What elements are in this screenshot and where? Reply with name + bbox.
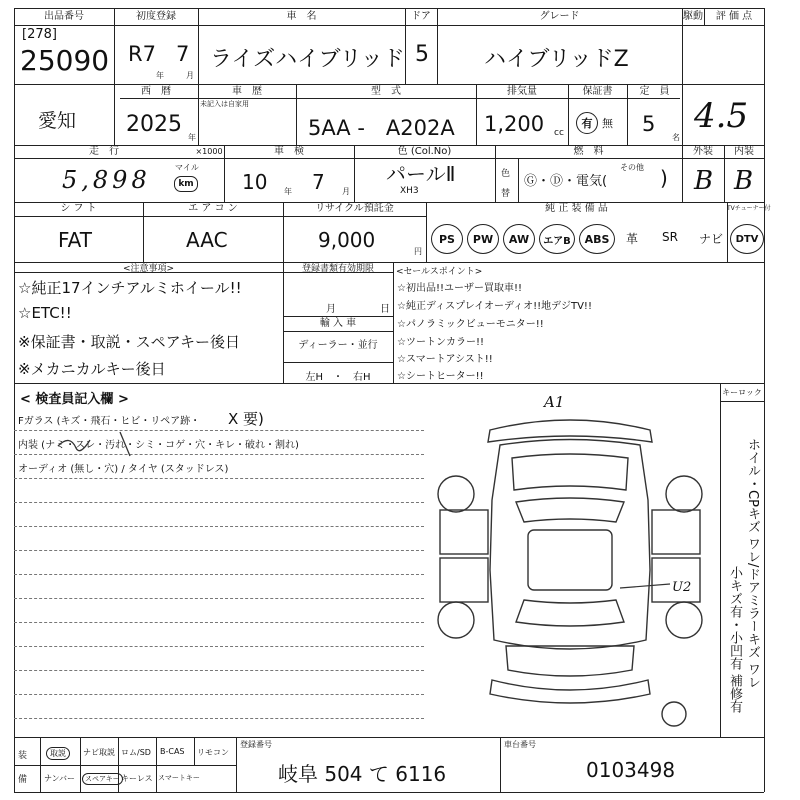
shaken-day: 7 [312, 170, 325, 194]
first-reg-month: 7 [176, 42, 190, 66]
interior-label: 内装 [734, 146, 754, 157]
check-smart-key: スマートキー [158, 774, 200, 782]
check-remote: リモコン [197, 748, 229, 757]
aircon-value: AAC [186, 228, 228, 252]
note-item: ※メカニカルキー後日 [18, 360, 166, 378]
sales-point-item: ☆シートヒーター!! [397, 371, 484, 382]
shaken-history-label: 車 歴 [232, 86, 262, 97]
capacity-unit: 名 [672, 133, 680, 142]
sales-point-item: ☆スマートアシスト!! [397, 354, 493, 365]
recycle-label: リサイクル預託金 [315, 203, 394, 214]
year-unit-2: 年 [188, 133, 196, 142]
shaken-month: 10 [242, 170, 268, 194]
chassis-label: 車台番号 [504, 740, 536, 749]
shaken-label: 車 検 [274, 146, 304, 157]
first-reg-era: R7 [128, 42, 156, 66]
interior-grade: B [734, 166, 754, 196]
lot-prefix: [278] [22, 27, 57, 42]
equip-airbag: エアB [539, 224, 575, 254]
sales-point-item: ☆パノラミックビューモニター!! [397, 319, 544, 330]
check-bcas: B-CAS [160, 747, 185, 756]
color-swap-label: 色替 [501, 169, 511, 199]
car-diagram [420, 390, 720, 735]
exterior-grade: B [694, 166, 714, 196]
score-value: 4.5 [694, 96, 749, 136]
side-note-2: 小キズ有・小凹有 補修有 [727, 566, 742, 714]
check-plate: ナンバー [44, 774, 76, 783]
grade-label: グレード [539, 11, 580, 22]
inspector-glass: Fガラス (キズ・飛石・ヒビ・リペア跡・ [18, 416, 201, 427]
aircon-label: エ ア コ ン [188, 203, 238, 214]
caution-label: <注意事項> [122, 264, 175, 274]
cc-unit: cc [554, 128, 564, 138]
damage-mark-u2: U2 [672, 580, 692, 595]
shift-value: FAT [58, 228, 93, 252]
lot-number-label: 出品番号 [44, 11, 84, 22]
color-label: 色 (Col.No) [397, 146, 452, 157]
recycle-value: 9,000 [318, 228, 376, 252]
month-unit: 月 [186, 71, 194, 80]
equip-navi: ナビ [699, 232, 724, 246]
equip-checklist-label: 装備 [18, 751, 28, 785]
equip-dtv: DTV [730, 224, 764, 254]
sales-point-item: ☆ツートンカラー!! [397, 337, 484, 348]
color-code: XH3 [400, 186, 419, 196]
displacement: 1,200 [484, 112, 545, 136]
grade: ハイブリッドZ [484, 47, 629, 72]
note-item: ※保証書・取説・スペアキー後日 [18, 333, 240, 351]
equip-ps: PS [431, 224, 463, 254]
inspector-audio-tire: オーディオ (無し・穴) / タイヤ (スタッドレス) [18, 464, 229, 475]
equip-sunroof: SR [662, 230, 678, 244]
equip-pw: PW [467, 224, 499, 254]
note-item: ☆純正17インチアルミホイール!! [18, 279, 242, 297]
dealer-parallel: ディーラー・並行 [298, 340, 378, 351]
car-name-label: 車 名 [286, 11, 317, 22]
capacity-label: 定 員 [639, 86, 670, 97]
km-label: km [174, 176, 198, 192]
side-note-1: ホイル・CPキズ ワレ/ドアミラーキズ ワレ [745, 438, 760, 689]
key-lock-label: キーロック [722, 388, 762, 397]
tv-tuner-label: TVチューナー付 [727, 205, 771, 212]
model-label: 型 式 [371, 86, 401, 97]
door-count: 5 [415, 42, 429, 67]
exterior-label: 外装 [693, 146, 713, 157]
inspector-scribble [50, 426, 140, 460]
inspector-title: < 検査員記入欄 > [20, 392, 129, 407]
model-year: 2025 [126, 112, 182, 137]
doc-expiry-label: 登録書類有効期限 [301, 264, 374, 274]
yen-unit: 円 [414, 247, 422, 256]
fuel-other-label: その他 [620, 163, 644, 172]
car-name: ライズハイブリッド [210, 47, 405, 72]
model-code: 5AA - A202A [308, 116, 455, 140]
seireki-label: 西 暦 [141, 86, 171, 97]
chassis-number: 0103498 [586, 758, 676, 782]
plate-number: 岐阜 504 て 6116 [278, 762, 447, 786]
shaken-month-unit: 月 [342, 187, 350, 196]
import-label: 輸 入 車 [319, 318, 357, 329]
plate-label: 登録番号 [240, 740, 272, 749]
check-keyless: キーレス [121, 774, 153, 783]
inspector-glass-mark: X 要) [228, 410, 264, 428]
year-unit: 年 [156, 71, 164, 80]
fuel-label: 燃 料 [573, 146, 604, 157]
drive-label: 駆動 [683, 11, 703, 22]
equip-aw: AW [503, 224, 535, 254]
warranty-label: 保証書 [582, 86, 613, 97]
sales-point-item: ☆初出品!!ユーザー買取車!! [397, 283, 522, 294]
equip-abs: ABS [579, 224, 615, 254]
mileage-units: ×1000 [195, 147, 223, 156]
damage-mark-a1: A1 [544, 393, 565, 411]
shaken-note: 未記入は自家用 [200, 100, 249, 108]
check-manual: 取説 [46, 747, 70, 760]
fuel-close: ) [660, 166, 668, 190]
check-spare-key: スペアキー [82, 773, 123, 785]
mile-label: マイル [175, 163, 199, 172]
displacement-label: 排気量 [507, 86, 537, 97]
equip-leather: 革 [626, 232, 639, 246]
warranty-no: 無 [602, 117, 613, 130]
lot-number: 25090 [20, 44, 110, 77]
check-navi-manual: ナビ取説 [83, 748, 115, 757]
first-registration-label: 初度登録 [136, 11, 176, 22]
capacity: 5 [642, 112, 656, 136]
doc-expiry-day: 日 [380, 304, 390, 315]
region: 愛知 [38, 110, 77, 132]
doc-expiry-month: 月 [326, 304, 336, 315]
inspector-interior: 内装 (ナミ・スレ・汚れ・シミ・コゲ・穴・キレ・破れ・割れ) [18, 440, 299, 451]
color-name: パールⅡ [386, 162, 456, 186]
mileage-handwritten: 5,898 [62, 166, 151, 194]
equipment-label: 純 正 装 備 品 [545, 203, 608, 214]
door-label: ドア [411, 11, 431, 22]
note-item: ☆ETC!! [18, 304, 72, 322]
mileage-label: 走 行 [89, 146, 119, 157]
steering-side: 左H ・ 右H [305, 372, 371, 383]
fuel-options: Ⓖ・Ⓓ・電気( [524, 174, 608, 189]
warranty-yes: 有 [576, 112, 598, 134]
score-label: 評 価 点 [715, 11, 753, 22]
check-rom-sd: ロム/SD [121, 748, 151, 757]
sales-point-item: ☆純正ディスプレイオーディオ!!地デジTV!! [397, 301, 592, 312]
sales-points-label: <セールスポイント> [396, 267, 483, 277]
shift-label: シ フ ト [60, 203, 97, 214]
shaken-year-unit: 年 [284, 187, 292, 196]
